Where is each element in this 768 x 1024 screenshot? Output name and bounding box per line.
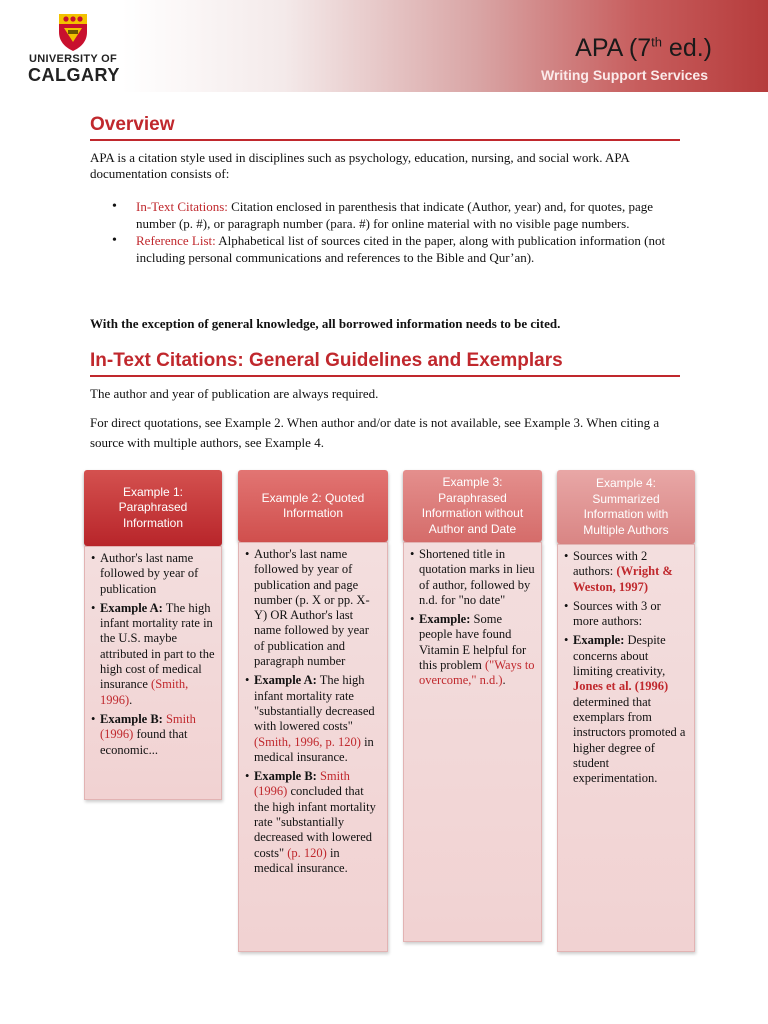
list-item: • Sources with 3 or more authors: <box>564 599 688 630</box>
list-item: • Sources with 2 authors: (Wright & Weston, 1997) <box>564 549 688 595</box>
list-item: • Example A: The high infant mortality rate in the U.S. maybe attributed in part to the high cost of medical insurance (Smith, 1996). <box>91 601 215 708</box>
example-1-body <box>84 546 222 800</box>
title-main: APA (7 <box>575 34 652 62</box>
intext-paragraph-2: For direct quotations, see Example 2. When author and/or date is not available, see Example 3. When citing a source with multiple authors, see Example 4. <box>90 415 660 450</box>
overview-note: With the exception of general knowledge, all borrowed information needs to be cited. <box>90 316 561 331</box>
list-item: • Example: Some people have found Vitamin E helpful for this problem ("Ways to overcome," n.d.). <box>410 612 535 688</box>
list-item: • Example B: Smith (1996) found that economic... <box>91 712 215 758</box>
example-2-body <box>238 542 388 952</box>
bullet-reference-list <box>110 233 676 266</box>
document-title <box>575 34 712 63</box>
list-item: • Author's last name followed by year of publication and page number (p. X or pp. X-Y) OR Author's last name followed by year of publication and paragraph number <box>245 547 381 669</box>
title-superscript: th <box>651 34 662 50</box>
crest-icon <box>57 12 89 52</box>
logo-text-university-of: UNIVERSITY OF <box>28 53 118 65</box>
example-3-body <box>403 542 542 942</box>
example-4-body <box>557 544 695 952</box>
example-4-header: Example 4: Summarized Information with Multiple Authors <box>557 470 695 544</box>
example-2-header: Example 2: Quoted Information <box>238 470 388 542</box>
example-3-header: Example 3: Paraphrased Information without Author and Date <box>403 470 542 542</box>
intext-heading: In-Text Citations: General Guidelines and Exemplars <box>90 350 680 377</box>
list-item: • Shortened title in quotation marks in lieu of author, followed by n.d. for "no date" <box>410 547 535 608</box>
page-header <box>0 0 768 92</box>
list-item: • Example A: The high infant mortality rate "substantially decreased with lowered costs" (Smith, 1996, p. 120) in medical insurance. <box>245 673 381 765</box>
list-item: • Example: Despite concerns about limiting creativity, Jones et al. (1996) determined that exemplars from instructors promoted a higher degree of student experimentation. <box>564 633 688 786</box>
overview-bullet-list <box>110 199 676 267</box>
list-item: • Author's last name followed by year of publication <box>91 551 215 597</box>
bullet-text: Alphabetical list of sources cited in the paper, along with publication information (not including personal communications and references to the Bible and Qur’an). <box>136 233 666 265</box>
document-subtitle: Writing Support Services <box>541 67 708 83</box>
bullet-text: Citation enclosed in parenthesis that indicate (Author, year) and, for quotes, page number (p. #), or paragraph number (para. #) for online material with no visible page numbers. <box>136 199 653 231</box>
list-item: • Example B: Smith (1996) concluded that the high infant mortality rate "substantially decreased with lowered costs" (p. 120) in medical insurance. <box>245 769 381 876</box>
bullet-term: In-Text Citations: <box>136 199 228 214</box>
example-1-header: Example 1: Paraphrased Information <box>84 470 222 546</box>
overview-intro: APA is a citation style used in disciplines such as psychology, education, nursing, and social work. APA documentation consists of: <box>90 150 630 181</box>
overview-heading: Overview <box>90 114 680 141</box>
title-end: ed.) <box>661 34 712 62</box>
logo-text-calgary: CALGARY <box>28 65 120 85</box>
intext-paragraph-1: The author and year of publication are always required. <box>90 386 379 401</box>
university-logo <box>28 12 118 84</box>
bullet-in-text-citations <box>110 199 676 232</box>
bullet-term: Reference List: <box>136 233 216 248</box>
